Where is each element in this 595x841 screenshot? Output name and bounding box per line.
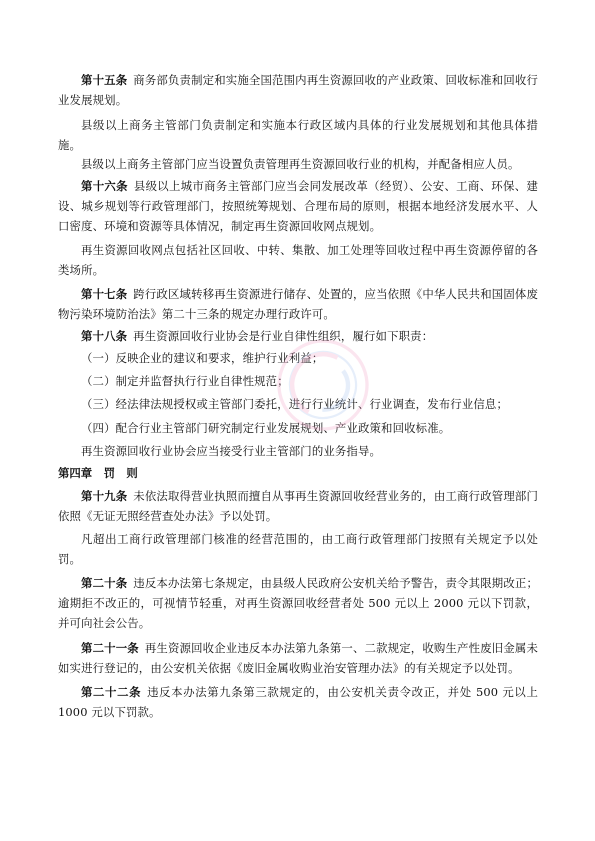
list-item bbox=[58, 348, 538, 368]
article-22 bbox=[58, 682, 538, 722]
article-text: 违反本办法第七条规定，由县级人民政府公安机关给予警告，责令其限期改正；逾期拒不改正的，可视情节轻重，对再生资源回收经营者处 500 元以上 2000 元以下罚款，并可向社会公告。 bbox=[58, 576, 538, 630]
list-item bbox=[58, 371, 538, 391]
paragraph-text: 再生资源回收网点包括社区回收、中转、集散、加工处理等回收过程中再生资源停留的各类场所。 bbox=[58, 243, 538, 277]
paragraph bbox=[58, 154, 538, 174]
article-label: 第二十一条 bbox=[81, 641, 139, 655]
paragraph bbox=[58, 115, 538, 155]
article-label: 第十五条 bbox=[81, 73, 128, 87]
article-text: 未依法取得营业执照而擅自从事再生资源回收经营业务的，由工商行政管理部门依照《无证无照经营查处办法》予以处罚。 bbox=[58, 489, 538, 523]
list-item bbox=[58, 418, 538, 438]
article-label: 第十六条 bbox=[81, 179, 128, 193]
article-15 bbox=[58, 70, 538, 110]
list-item-text: （三）经法律法规授权或主管部门委托，进行行业统计、行业调查，发布行业信息； bbox=[81, 397, 509, 411]
paragraph-text: 县级以上商务主管部门应当设置负责管理再生资源回收行业的机构，并配备相应人员。 bbox=[81, 157, 520, 171]
list-item-text: （四）配合行业主管部门研究制定行业发展规划、产业政策和回收标准。 bbox=[81, 421, 451, 435]
paragraph-text: 凡超出工商行政管理部门核准的经营范围的，由工商行政管理部门按照有关规定予以处罚。 bbox=[58, 532, 538, 566]
paragraph bbox=[58, 441, 538, 461]
paragraph bbox=[58, 240, 538, 280]
article-20 bbox=[58, 573, 538, 633]
article-text: 违反本办法第九条第三款规定的，由公安机关责令改正，并处 500 元以上 1000 元以下罚款。 bbox=[58, 685, 538, 719]
article-label: 第二十条 bbox=[81, 576, 128, 590]
paragraph-text: 再生资源回收行业协会应当接受行业主管部门的业务指导。 bbox=[81, 444, 382, 458]
article-label: 第十九条 bbox=[81, 489, 128, 503]
paragraph bbox=[58, 529, 538, 569]
article-17 bbox=[58, 284, 538, 324]
list-item bbox=[58, 394, 538, 414]
paragraph-text: 县级以上商务主管部门负责制定和实施本行政区域内具体的行业发展规划和其他具体措施。 bbox=[58, 118, 538, 152]
article-18 bbox=[58, 326, 538, 346]
article-21 bbox=[58, 638, 538, 678]
article-text: 再生资源回收企业违反本办法第九条第一、二款规定，收购生产性废旧金属未如实进行登记的，由公安机关依据《废旧金属收购业治安管理办法》的有关规定予以处罚。 bbox=[58, 641, 538, 675]
article-label: 第十八条 bbox=[81, 329, 128, 343]
chapter-heading: 第四章 罚 则 bbox=[58, 466, 138, 480]
article-text: 县级以上城市商务主管部门应当会同发展改革（经贸）、公安、工商、环保、建设、城乡规划等行政管理部门，按照统筹规划、合理布局的原则，根据本地经济发展水平、人口密度、环境和资源等具体情况，制定再生资源回收网点规划。 bbox=[58, 179, 538, 233]
article-label: 第十七条 bbox=[81, 287, 128, 301]
article-text: 商务部负责制定和实施全国范围内再生资源回收的产业政策、回收标准和回收行业发展规划。 bbox=[58, 73, 538, 107]
article-label: 第二十二条 bbox=[81, 685, 142, 699]
article-19 bbox=[58, 486, 538, 526]
article-text: 再生资源回收行业协会是行业自律性组织，履行如下职责： bbox=[133, 329, 434, 343]
list-item-text: （一）反映企业的建议和要求，维护行业利益； bbox=[81, 351, 324, 365]
article-text: 跨行政区域转移再生资源进行储存、处置的，应当依照《中华人民共和国固体废物污染环境防治法》第二十三条的规定办理行政许可。 bbox=[58, 287, 538, 321]
list-item-text: （二）制定并监督执行行业自律性规范； bbox=[81, 374, 289, 388]
article-16 bbox=[58, 176, 538, 236]
